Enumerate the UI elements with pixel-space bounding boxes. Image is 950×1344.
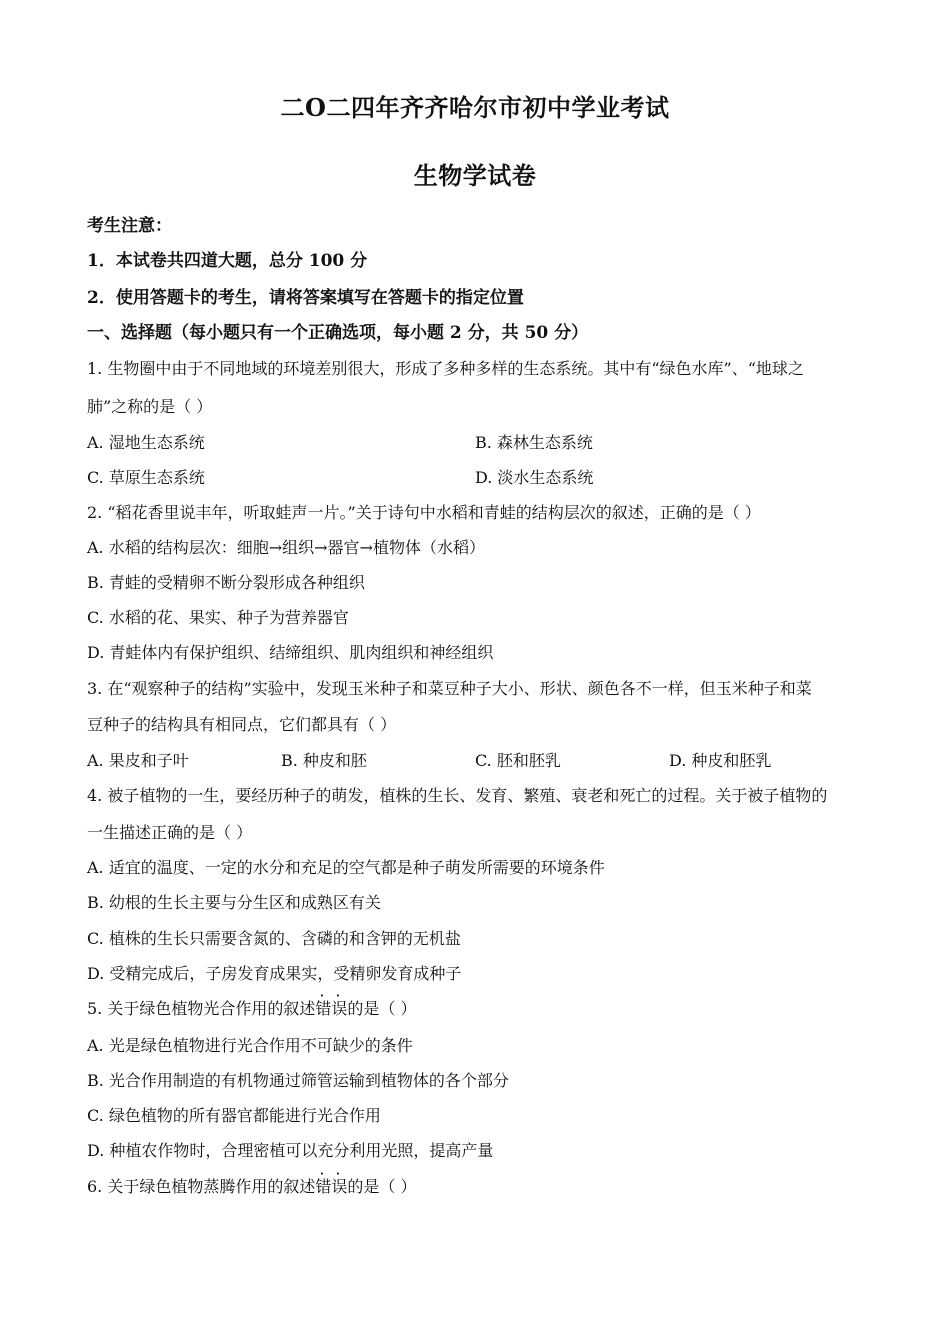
question-stem: 肺”之称的是（ ） — [87, 397, 213, 416]
answer-option: B. 幼根的生长主要与分生区和成熟区有关 — [87, 893, 381, 912]
answer-option: B. 光合作用制造的有机物通过筛管运输到植物体的各个部分 — [87, 1071, 509, 1090]
answer-option: B. 青蛙的受精卵不断分裂形成各种组织 — [87, 573, 365, 592]
question-stem: 3. 在“观察种子的结构”实验中，发现玉米种子和菜豆种子大小、形状、颜色各不一样，但玉米种子和菜 — [87, 679, 812, 698]
emphasis-word: 错误 — [315, 1177, 348, 1196]
answer-option: B. 森林生态系统 — [475, 433, 593, 452]
question-stem: 4. 被子植物的一生，要经历种子的萌发，植株的生长、发育、繁殖、衰老和死亡的过程。关于被子植物的 — [87, 786, 828, 805]
notice-item: 2．使用答题卡的考生，请将答案填写在答题卡的指定位置 — [87, 288, 524, 308]
answer-option: D. 种皮和胚乳 — [669, 751, 772, 770]
answer-option: C. 植株的生长只需要含氮的、含磷的和含钾的无机盐 — [87, 929, 461, 948]
answer-option: C. 绿色植物的所有器官都能进行光合作用 — [87, 1106, 381, 1125]
answer-option: C. 水稻的花、果实、种子为营养器官 — [87, 608, 349, 627]
answer-option: D. 种植农作物时，合理密植可以充分利用光照，提高产量 — [87, 1141, 494, 1160]
question-stem — [87, 1174, 416, 1197]
answer-option: B. 种皮和胚 — [281, 751, 367, 770]
question-stem: 一生描述正确的是（ ） — [87, 823, 253, 842]
answer-option: A. 光是绿色植物进行光合作用不可缺少的条件 — [87, 1036, 413, 1055]
question-stem-text: 的是（ ） — [347, 1177, 417, 1196]
exam-title: 二O二四年齐齐哈尔市初中学业考试 — [280, 93, 670, 122]
answer-option: A. 水稻的结构层次：细胞→组织→器官→植物体（水稻） — [87, 538, 485, 557]
question-stem: 1. 生物圈中由于不同地域的环境差别很大，形成了多种多样的生态系统。其中有“绿色水库”、“地球之 — [87, 359, 804, 378]
answer-option: A. 适宜的温度、一定的水分和充足的空气都是种子萌发所需要的环境条件 — [87, 858, 605, 877]
section-heading: 一、选择题（每小题只有一个正确选项，每小题 2 分，共 50 分） — [87, 323, 589, 343]
answer-option: D. 受精完成后，子房发育成果实，受精卵发育成种子 — [87, 964, 462, 983]
exam-subtitle: 生物学试卷 — [413, 161, 537, 190]
question-stem: 豆种子的结构具有相同点，它们都具有（ ） — [87, 715, 397, 734]
question-stem-text: 的是（ ） — [347, 999, 417, 1018]
notice-heading: 考生注意： — [87, 216, 172, 236]
question-stem-text: 6. 关于绿色植物蒸腾作用的叙述 — [87, 1177, 316, 1196]
question-stem: 2. “稻花香里说丰年，听取蛙声一片。”关于诗句中水稻和青蛙的结构层次的叙述，正确的是（ ） — [87, 503, 761, 522]
answer-option: C. 胚和胚乳 — [475, 751, 561, 770]
notice-item: 1．本试卷共四道大题，总分 100 分 — [87, 251, 368, 271]
answer-option: D. 淡水生态系统 — [475, 468, 594, 487]
answer-option: A. 果皮和子叶 — [87, 751, 189, 770]
question-stem — [87, 996, 416, 1019]
answer-option: D. 青蛙体内有保护组织、结缔组织、肌肉组织和神经组织 — [87, 643, 494, 662]
answer-option: A. 湿地生态系统 — [87, 433, 205, 452]
question-stem-text: 5. 关于绿色植物光合作用的叙述 — [87, 999, 316, 1018]
emphasis-word: 错误 — [315, 999, 348, 1018]
answer-option: C. 草原生态系统 — [87, 468, 205, 487]
